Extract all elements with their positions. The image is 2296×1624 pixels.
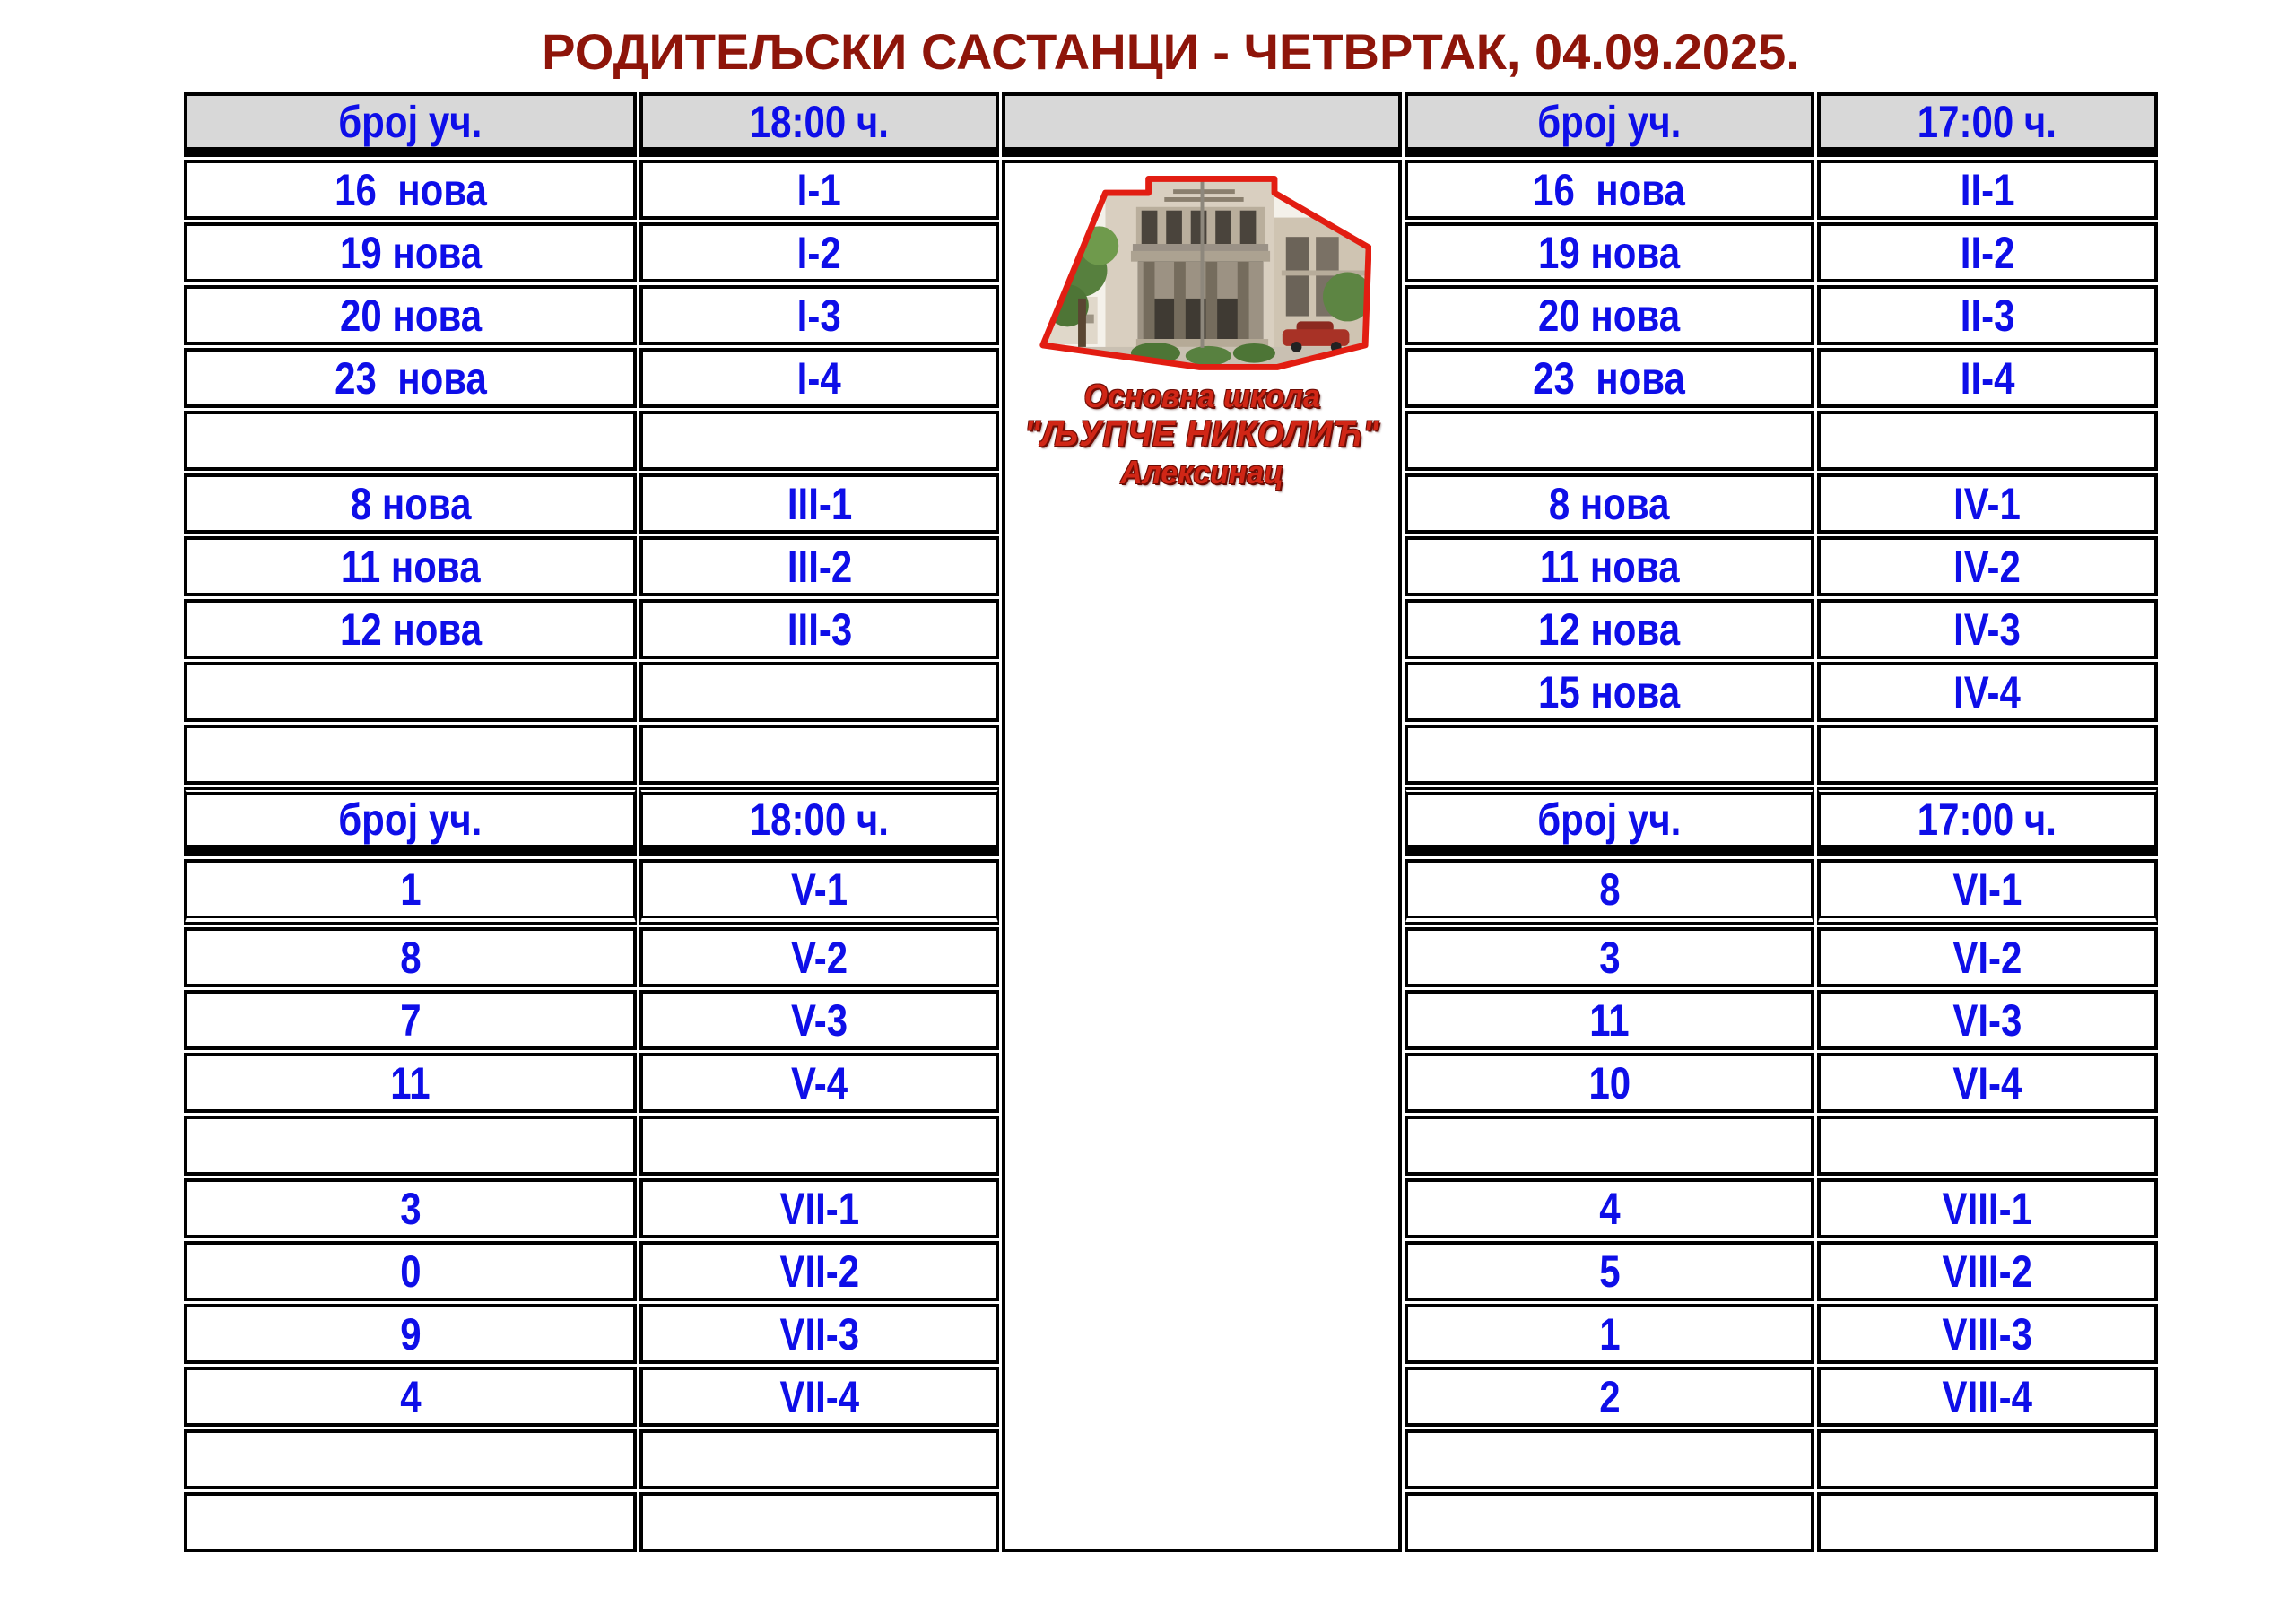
num-cell: 20 нова xyxy=(1405,285,1813,345)
num-cell: 23 нова xyxy=(184,348,637,408)
num-cell xyxy=(1405,1492,1813,1552)
class-cell xyxy=(639,1492,998,1552)
class-cell: VIII-2 xyxy=(1817,1241,2158,1301)
num-cell: 16 нова xyxy=(184,160,637,220)
left-num-header xyxy=(184,92,637,157)
class-cell: VII-1 xyxy=(639,1178,998,1238)
class-cell: V-2 xyxy=(639,927,998,987)
class-cell: III-2 xyxy=(639,536,998,596)
class-cell: VII-2 xyxy=(639,1241,998,1301)
num-cell: 11 нова xyxy=(184,536,637,596)
class-cell: IV-1 xyxy=(1817,473,2158,534)
num-cell: 11 нова xyxy=(1405,536,1813,596)
class-cell: I-4 xyxy=(639,348,998,408)
num-cell: 19 нова xyxy=(184,222,637,282)
class-cell: IV-4 xyxy=(1817,662,2158,722)
left-time-header xyxy=(639,92,998,157)
class-cell xyxy=(1817,725,2158,785)
num-cell: 4 xyxy=(1405,1178,1813,1238)
class-cell: VII-3 xyxy=(639,1304,998,1364)
num-cell xyxy=(1405,411,1813,471)
num-cell xyxy=(1405,725,1813,785)
header-label: број уч. xyxy=(1537,96,1682,147)
class-cell xyxy=(639,662,998,722)
class-cell: VI-4 xyxy=(1817,1053,2158,1113)
school-logo xyxy=(1005,163,1398,491)
num-cell xyxy=(184,1116,637,1176)
table-row xyxy=(184,160,2158,220)
num-cell: 1 xyxy=(1405,1304,1813,1364)
num-cell: 8 нова xyxy=(1405,473,1813,534)
class-cell: I-2 xyxy=(639,222,998,282)
left-num-header: број уч. xyxy=(184,787,637,856)
middle-header-cell xyxy=(1002,92,1402,157)
class-cell: III-3 xyxy=(639,599,998,659)
class-cell xyxy=(639,1429,998,1489)
num-cell: 12 нова xyxy=(1405,599,1813,659)
num-cell: 9 xyxy=(184,1304,637,1364)
right-time-header xyxy=(1817,92,2158,157)
class-cell: III-1 xyxy=(639,473,998,534)
num-cell: 1 xyxy=(184,859,637,925)
header-label: број уч. xyxy=(338,96,483,147)
num-cell xyxy=(1405,1429,1813,1489)
right-time-header: 17:00 ч. xyxy=(1817,787,2158,856)
class-cell: V-3 xyxy=(639,990,998,1050)
class-cell: II-2 xyxy=(1817,222,2158,282)
class-cell xyxy=(639,725,998,785)
class-cell: VIII-4 xyxy=(1817,1367,2158,1427)
num-cell: 5 xyxy=(1405,1241,1813,1301)
class-cell: VIII-1 xyxy=(1817,1178,2158,1238)
num-cell xyxy=(184,662,637,722)
num-cell xyxy=(184,411,637,471)
left-time-header: 18:00 ч. xyxy=(639,787,998,856)
header-row-top xyxy=(184,92,2158,157)
class-cell: II-4 xyxy=(1817,348,2158,408)
class-cell: VII-4 xyxy=(639,1367,998,1427)
class-cell: I-3 xyxy=(639,285,998,345)
num-cell xyxy=(1405,1116,1813,1176)
num-cell: 0 xyxy=(184,1241,637,1301)
page-title: РОДИТЕЉСКИ САСТАНЦИ - ЧЕТВРТАК, 04.09.2025. xyxy=(542,23,1800,80)
class-cell: VI-1 xyxy=(1817,859,2158,925)
num-cell xyxy=(184,1429,637,1489)
class-cell: V-1 xyxy=(639,859,998,925)
num-cell xyxy=(184,1492,637,1552)
class-cell: VIII-3 xyxy=(1817,1304,2158,1364)
logo-line-1: Основна школа xyxy=(1083,378,1320,414)
class-cell: V-4 xyxy=(639,1053,998,1113)
num-cell: 8 xyxy=(184,927,637,987)
num-cell: 23 нова xyxy=(1405,348,1813,408)
class-cell xyxy=(639,411,998,471)
num-cell: 3 xyxy=(184,1178,637,1238)
num-cell xyxy=(184,725,637,785)
right-num-header: број уч. xyxy=(1405,787,1813,856)
logo-line-3: Алексинац xyxy=(1120,454,1283,491)
class-cell: VI-2 xyxy=(1817,927,2158,987)
class-cell xyxy=(1817,1116,2158,1176)
school-logo-cell xyxy=(1002,160,1402,1552)
class-cell: II-3 xyxy=(1817,285,2158,345)
class-cell xyxy=(639,1116,998,1176)
header-label: 17:00 ч. xyxy=(1918,96,2057,147)
num-cell: 16 нова xyxy=(1405,160,1813,220)
class-cell xyxy=(1817,411,2158,471)
logo-line-2: "ЉУПЧЕ НИКОЛИЋ" xyxy=(1023,414,1380,455)
school-building-emblem xyxy=(1032,165,1371,375)
class-cell: IV-2 xyxy=(1817,536,2158,596)
num-cell: 8 xyxy=(1405,859,1813,925)
num-cell: 10 xyxy=(1405,1053,1813,1113)
num-cell: 19 нова xyxy=(1405,222,1813,282)
num-cell: 12 нова xyxy=(184,599,637,659)
num-cell: 3 xyxy=(1405,927,1813,987)
num-cell: 2 xyxy=(1405,1367,1813,1427)
class-cell: I-1 xyxy=(639,160,998,220)
num-cell: 8 нова xyxy=(184,473,637,534)
class-cell xyxy=(1817,1429,2158,1489)
parent-meetings-table xyxy=(181,90,2161,1555)
num-cell: 20 нова xyxy=(184,285,637,345)
num-cell: 4 xyxy=(184,1367,637,1427)
num-cell: 11 xyxy=(1405,990,1813,1050)
num-cell: 11 xyxy=(184,1053,637,1113)
class-cell xyxy=(1817,1492,2158,1552)
header-label: 18:00 ч. xyxy=(750,96,890,147)
class-cell: II-1 xyxy=(1817,160,2158,220)
num-cell: 7 xyxy=(184,990,637,1050)
class-cell: VI-3 xyxy=(1817,990,2158,1050)
num-cell: 15 нова xyxy=(1405,662,1813,722)
right-num-header xyxy=(1405,92,1813,157)
class-cell: IV-3 xyxy=(1817,599,2158,659)
